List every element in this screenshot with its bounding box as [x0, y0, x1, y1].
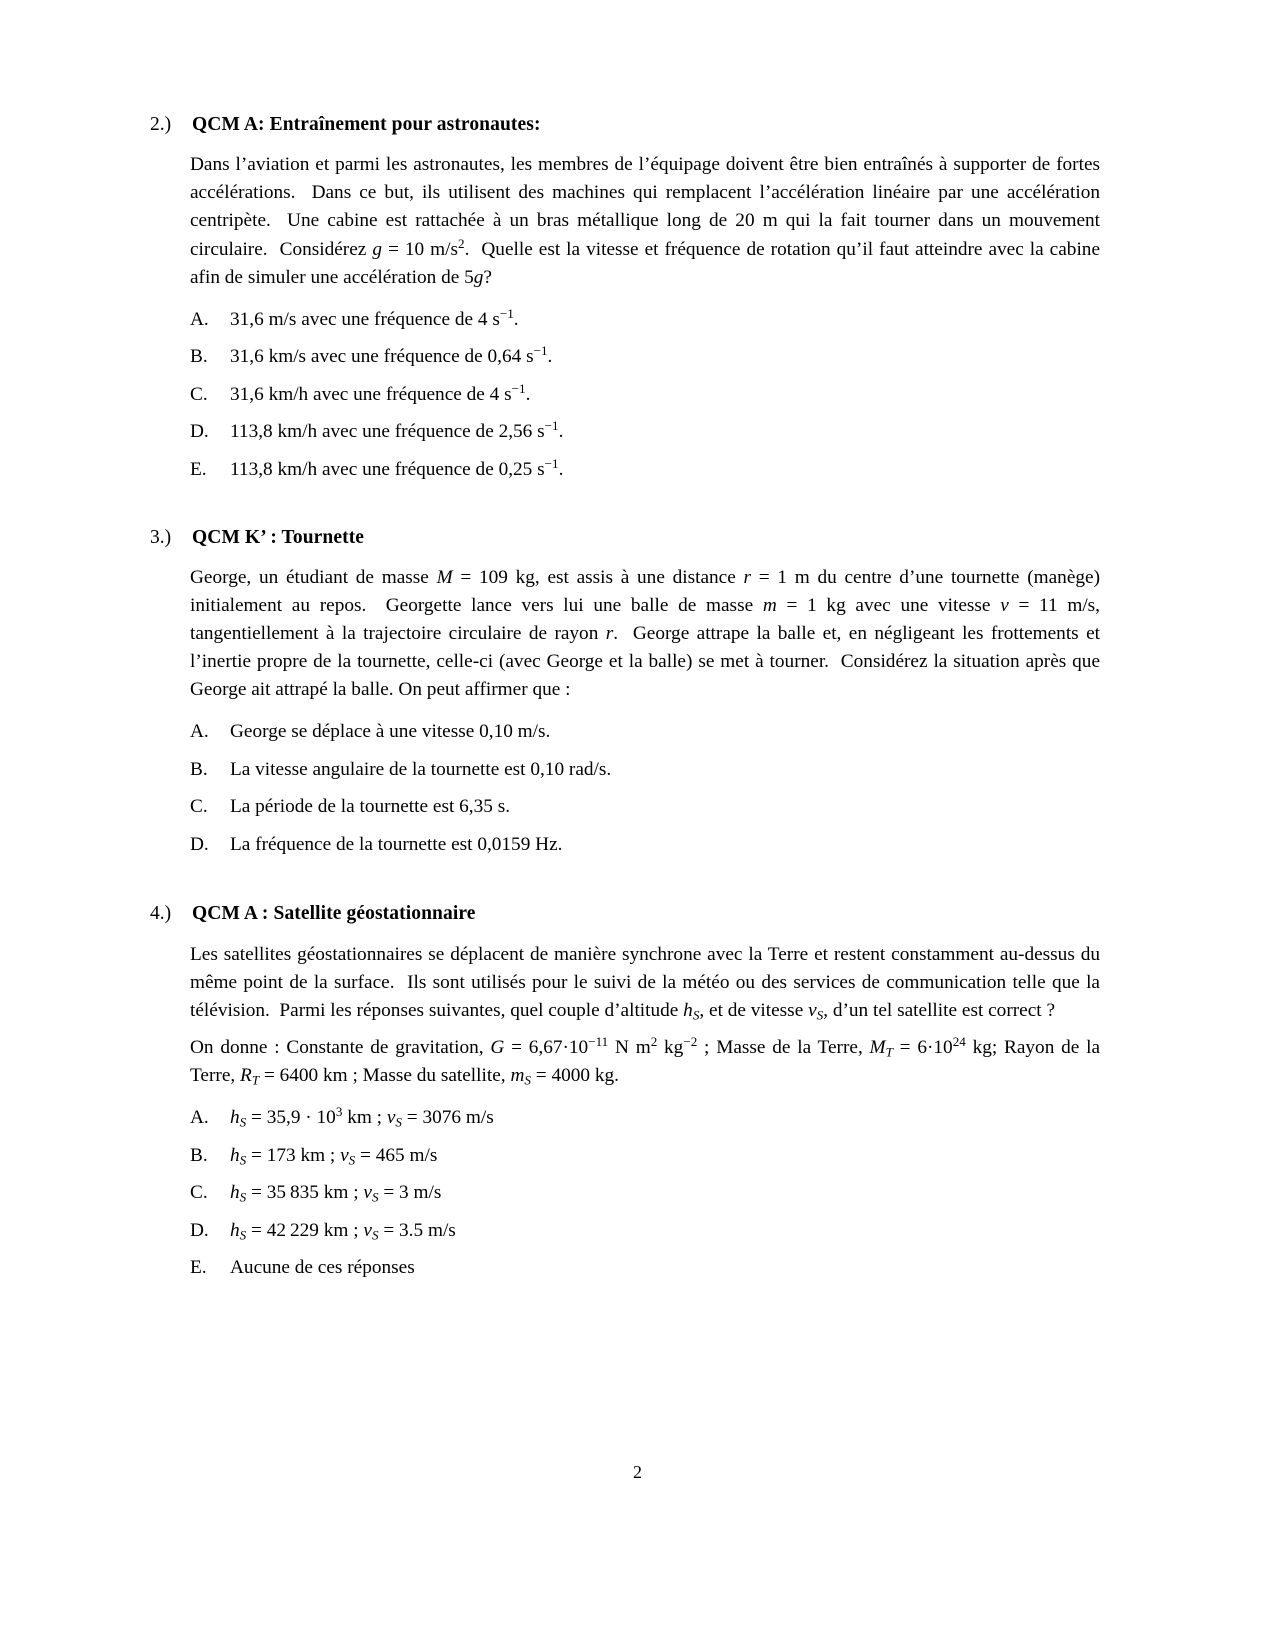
option-label: C. [190, 1182, 208, 1204]
question-2-paragraph: Dans l’aviation et parmi les astronautes, les membres de l’équipage doivent être bien entraînés à supporter de fortes accélérations. Dans ce but, ils utilisent des machines qui remplacent l’accélération linéaire par une accélération centripète. Une cabine est rattachée à un bras métallique long de 20 m qui la fait tourner dans un mouvement circulaire. Considérez g = 10 $m/s^2$. Quelle est la vitesse et fréquence de rotation qu’il faut atteindre avec la cabine afin de simuler une accélération de 5g? [190, 154, 1100, 288]
option-text: 31,6 km/h avec une fréquence de 4 $s^{-1}$. [230, 380, 531, 405]
option-label: C. [190, 383, 208, 405]
option-item[interactable] [190, 457, 1100, 482]
option-text: $h_S = 35,9 \cdot 10^3$ km ; $v_S = 3076$ m/s [230, 1104, 494, 1130]
option-label: B. [190, 346, 208, 368]
question-2-options [190, 307, 1100, 482]
option-label: A. [190, 721, 209, 743]
option-item[interactable] [190, 307, 1100, 332]
option-label: D. [190, 833, 209, 855]
option-item[interactable] [190, 344, 1100, 369]
option-label: B. [190, 1144, 208, 1166]
option-item[interactable] [190, 1180, 1100, 1205]
option-text: La période de la tournette est 6,35 s. [230, 796, 511, 818]
option-text: $h_S = 173$ km ; $v_S = 465$ m/s [230, 1144, 438, 1168]
option-label: C. [190, 796, 208, 818]
option-item[interactable] [190, 719, 1100, 744]
option-text: 113,8 km/h avec une fréquence de 2,56 $s^{-1}$. [230, 418, 564, 443]
question-3-number: 3.) [150, 526, 172, 548]
option-label: D. [190, 1219, 209, 1241]
option-item[interactable] [190, 757, 1100, 782]
option-label: A. [190, 308, 209, 330]
option-label: A. [190, 1107, 209, 1129]
question-2 [150, 112, 1100, 482]
question-4-options [190, 1105, 1100, 1280]
option-text: Aucune de ces réponses [230, 1257, 415, 1279]
option-item[interactable] [190, 1105, 1100, 1130]
option-text: $h_S = 42$ 229 km ; $v_S = 3.5$ m/s [230, 1219, 456, 1243]
question-3-heading [150, 525, 1100, 551]
question-4-heading [150, 901, 1100, 927]
option-item[interactable] [190, 382, 1100, 407]
question-4-paragraph-2: On donne : Constante de gravitation, $G = 6,67\cdot 10^{-11}$ N $m^2$ $kg^{-2}$ ; Masse de la Terre, $M_T = 6\cdot 10^{24}$ kg; Rayon de la Terre, $R_T = 6400$ km ; Masse du satellite, $m_S = 4000$ kg. [190, 1034, 1100, 1088]
question-2-title: QCM A: Entraînement pour astronautes: [192, 114, 541, 135]
option-item[interactable] [190, 1143, 1100, 1168]
question-4-title: QCM A : Satellite géostationnaire [192, 903, 476, 925]
option-item[interactable] [190, 794, 1100, 819]
option-label: E. [190, 458, 207, 480]
question-3 [150, 525, 1100, 857]
option-text: $h_S = 35$ 835 km ; $v_S = 3$ m/s [230, 1182, 442, 1205]
option-text: 113,8 km/h avec une fréquence de 0,25 $s^{-1}$. [230, 456, 564, 480]
question-2-body [190, 151, 1100, 291]
option-label: E. [190, 1257, 207, 1279]
question-2-heading [150, 112, 1100, 138]
question-4 [150, 901, 1100, 1280]
spacer [150, 869, 1100, 901]
option-text: 31,6 m/s avec une fréquence de 4 $s^{-1}$. [230, 305, 519, 330]
question-4-number: 4.) [150, 903, 172, 925]
option-text: George se déplace à une vitesse 0,10 m/s. [230, 721, 551, 743]
option-text: La vitesse angulaire de la tournette est 0,10 rad/s. [230, 758, 612, 780]
question-3-title: QCM K’ : Tournette [192, 526, 365, 548]
question-2-number: 2.) [150, 114, 172, 135]
option-item[interactable] [190, 1255, 1100, 1280]
question-3-body [190, 564, 1100, 704]
question-4-paragraph-1: Les satellites géostationnaires se déplacent de manière synchrone avec la Terre et restent constamment au-dessus du même point de la surface. Ils sont utilisés pour le suivi de la météo ou des services de communication telle que la télévision. Parmi les réponses suivantes, quel couple d’altitude $h_S$, et de vitesse $v_S$, d’un tel satellite est correct ? [190, 943, 1100, 1023]
option-item[interactable] [190, 832, 1100, 857]
option-item[interactable] [190, 1218, 1100, 1243]
option-text: La fréquence de la tournette est 0,0159 Hz. [230, 833, 563, 855]
option-label: D. [190, 421, 209, 443]
option-item[interactable] [190, 419, 1100, 444]
question-3-paragraph: George, un étudiant de masse M = 109 kg, est assis à une distance r = 1 m du centre d’une tournette (manège) initialement au repos. Georgette lance vers lui une balle de masse m = 1 kg avec une vitesse v = 11 m/s, tangentiellement à la trajectoire circulaire de rayon r. George attrape la balle et, en négligeant les frottements et l’inertie propre de la tournette, celle-ci (avec George et la balle) se met à tourner. Considérez la situation après que George ait attrapé la balle. On peut affirmer que : [190, 566, 1100, 701]
question-4-body [190, 941, 1100, 1090]
option-label: B. [190, 758, 208, 780]
page-number: 2 [633, 1462, 642, 1482]
question-3-options [190, 719, 1100, 857]
page-content [150, 112, 1100, 1293]
spacer [150, 495, 1100, 525]
option-text: 31,6 km/s avec une fréquence de 0,64 $s^{-1}$. [230, 343, 553, 368]
